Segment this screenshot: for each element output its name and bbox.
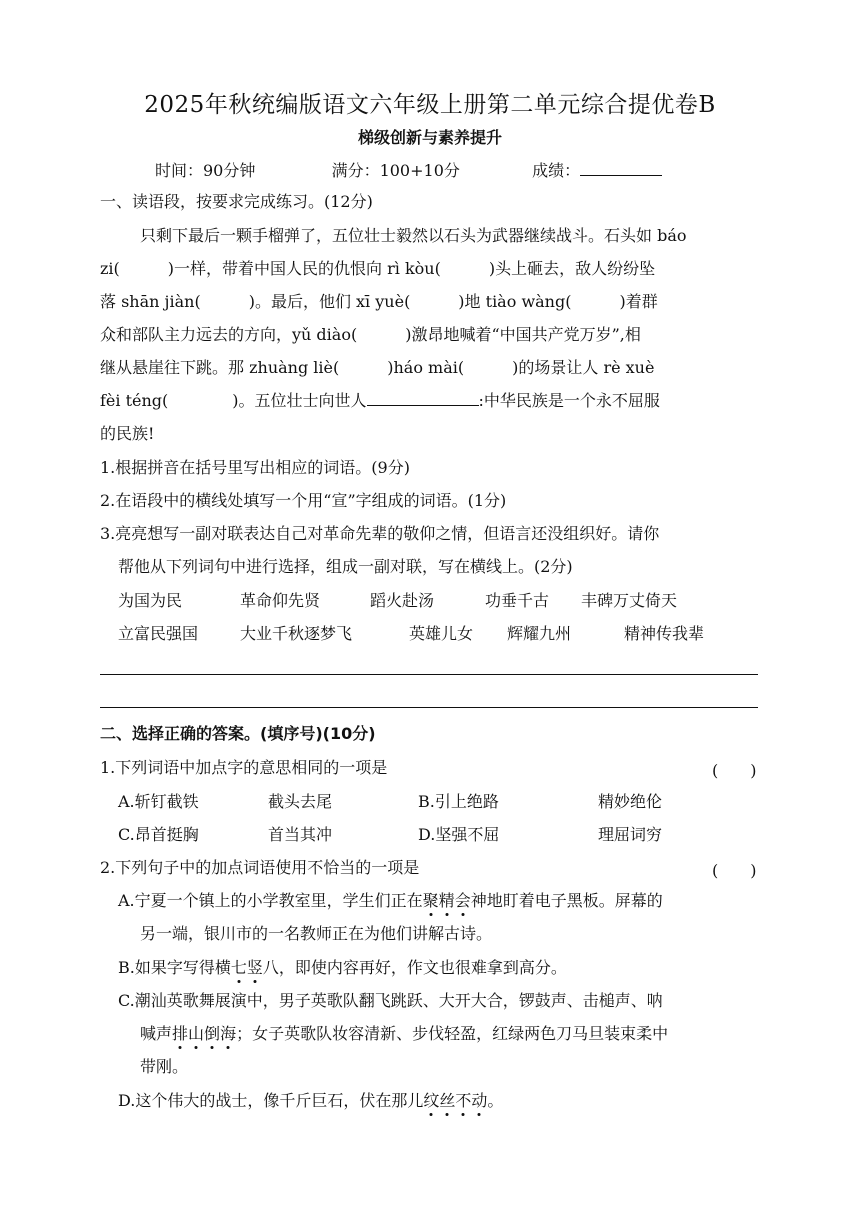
passage-line-2: zi( )一样，带着中国人民的仇恨向 rì kòu( )头上砸去，敌人纷纷坠 — [100, 259, 656, 278]
passage-line-5: 继从悬崖往下跳。那 zhuàng liè( )háo mài( )的场景让人 rè xuè — [100, 358, 655, 377]
q2-c-text-2: ；女子英歌队妆容清新、步伐轻盈，红绿两色刀马旦装束柔中 — [236, 1024, 669, 1043]
section1-heading: 一、读语段，按要求完成练习。(12分) — [100, 192, 373, 211]
emphasis-dot-char: 聚 — [422, 891, 439, 910]
emphasis-dot-char: 精 — [438, 891, 455, 910]
s2-question-2: 2.下列句子中的加点词语使用不恰当的一项是 — [100, 858, 420, 877]
q2-option-c-line-3: 带刚。 — [140, 1057, 189, 1076]
s1-question-1: 1.根据拼音在括号里写出相应的词语。(9分) — [100, 458, 410, 477]
q2-option-b — [118, 958, 567, 978]
word-choice: 革命仰先贤 — [240, 591, 321, 610]
word-choice: 立富民强国 — [118, 624, 199, 643]
section2-heading: 二、选择正确的答案。(填序号)(10分) — [100, 724, 376, 743]
emphasis-dot-char: 会 — [454, 891, 471, 910]
emphasis-dot-char: 倒 — [204, 1024, 221, 1043]
passage-line-3: 落 shān jiàn( )。最后，他们 xī yuè( )地 tiào wàng( )着群 — [100, 292, 658, 311]
passage-line-7: 的民族! — [100, 424, 155, 443]
emphasis-dot-char: 排 — [172, 1024, 189, 1043]
emphasis-dot-char: 海 — [220, 1024, 237, 1043]
answer-paren-q1[interactable]: ( ) — [712, 761, 757, 780]
s1-question-3: 3.亮亮想写一副对联表达自己对革命先辈的敬仰之情，但语言还没组织好。请你 — [100, 524, 660, 543]
passage-line-6 — [100, 391, 758, 411]
word-choice: 英雄儿女 — [409, 624, 474, 643]
s1-question-3-cont: 帮他从下列词句中进行选择，组成一副对联，写在横线上。(2分) — [118, 557, 573, 576]
emphasis-dot-char: 动 — [471, 1091, 488, 1110]
emphasis-dot-char: 山 — [188, 1024, 205, 1043]
q2-a-text-1: A.宁夏一个镇上的小学教室里，学生们正在 — [118, 891, 423, 910]
passage-line-6-tail: :中华民族是一个永不屈服 — [478, 391, 660, 410]
emphasis-dot-char: 丝 — [439, 1091, 456, 1110]
page-subtitle: 梯级创新与素养提升 — [357, 128, 502, 147]
word-choice: 蹈火赴汤 — [370, 591, 435, 610]
q2-option-a-line-2: 另一端，银川市的一名教师正在为他们讲解古诗。 — [140, 924, 493, 943]
emphasis-dot-char: 竖 — [246, 958, 263, 977]
word-choice: 精神传我辈 — [624, 624, 705, 643]
s1-question-2: 2.在语段中的横线处填写一个用“宣”字组成的词语。(1分) — [100, 491, 507, 510]
word-choice: 大业千秋逐梦飞 — [240, 624, 353, 643]
word-choice: 辉耀九州 — [507, 624, 572, 643]
option-a: A.斩钉截铁 — [118, 792, 199, 811]
word-choice: 功垂千古 — [485, 591, 550, 610]
page-title: 2025年秋统编版语文六年级上册第二单元综合提优卷B — [144, 92, 716, 118]
q1-options-row-1 — [118, 792, 662, 812]
q2-a-dotted-word — [423, 891, 471, 910]
s2-question-1: 1.下列词语中加点字的意思相同的一项是 — [100, 758, 388, 777]
exam-time: 时间：90分钟 — [155, 161, 256, 180]
emphasis-dot-char: 不 — [455, 1091, 472, 1110]
q1-options-row-2 — [118, 825, 662, 845]
word-choices-row-2 — [118, 624, 704, 644]
q2-b-text-2: 八，即使内容再好，作文也很难拿到高分。 — [262, 958, 567, 977]
word-choice: 丰碑万丈倚天 — [581, 591, 678, 610]
passage-line-4: 众和部队主力远去的方向，yǔ diào( )激昂地喊着“中国共产党万岁”,相 — [100, 325, 641, 344]
word-choices-row-1 — [118, 591, 677, 611]
q2-c-dotted-word — [172, 1024, 236, 1043]
score-blank[interactable] — [580, 161, 662, 176]
q2-option-c-line-2 — [140, 1024, 668, 1044]
couplet-answer-line-2[interactable] — [100, 707, 758, 708]
q2-option-c-line-1: C.潮汕英歌舞展演中，男子英歌队翻飞跳跃、大开大合，锣鼓声、击槌声、呐 — [118, 991, 663, 1010]
q2-option-d — [118, 1091, 503, 1111]
option-c-pair: 首当其冲 — [268, 825, 333, 844]
q2-b-text-1: B.如果字写得横 — [118, 958, 231, 977]
q2-d-text-2: 。 — [487, 1091, 504, 1110]
option-d: D.坚强不屈 — [418, 825, 500, 844]
xuan-word-blank[interactable] — [367, 391, 479, 406]
option-a-pair: 截头去尾 — [268, 792, 333, 811]
q2-b-dotted-word — [231, 958, 263, 977]
word-choice: 为国为民 — [118, 591, 183, 610]
answer-paren-q2[interactable]: ( ) — [712, 861, 757, 880]
emphasis-dot-char: 七 — [230, 958, 247, 977]
option-d-pair: 理屈词穷 — [598, 825, 663, 844]
q2-a-text-2: 神地盯着电子黑板。屏幕的 — [470, 891, 663, 910]
q2-c-text-1: 喊声 — [140, 1024, 173, 1043]
emphasis-dot-char: 纹 — [423, 1091, 440, 1110]
exam-full-score: 满分：100+10分 — [331, 161, 460, 180]
option-b-pair: 精妙绝伦 — [598, 792, 663, 811]
q2-d-dotted-word — [423, 1091, 487, 1110]
score-label: 成绩： — [532, 161, 581, 180]
exam-info-bar — [155, 158, 662, 181]
couplet-answer-line-1[interactable] — [100, 674, 758, 675]
option-b: B.引上绝路 — [418, 792, 499, 811]
option-c: C.昂首挺胸 — [118, 825, 199, 844]
q2-d-text-1: D.这个伟大的战士，像千斤巨石，伏在那儿 — [118, 1091, 424, 1110]
passage-line-1: 只剩下最后一颗手榴弹了，五位壮士毅然以石头为武器继续战斗。石头如 báo — [140, 226, 687, 245]
q2-option-a-line-1 — [118, 891, 663, 911]
passage-line-6-text: fèi téng( )。五位壮士向世人 — [100, 391, 367, 410]
